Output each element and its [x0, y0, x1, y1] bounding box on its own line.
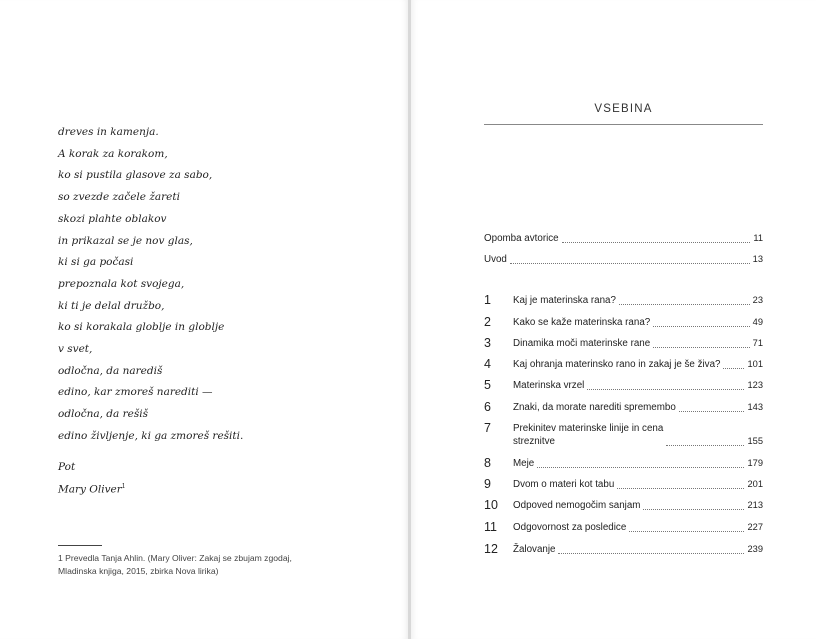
- poem-line: odločna, da narediš: [58, 364, 163, 377]
- toc-entry-label: Kaj je materinska rana?: [513, 295, 616, 306]
- toc-entry-chapter-5[interactable]: [484, 379, 763, 392]
- toc-leader-dots: [619, 303, 750, 305]
- poem-line: edino, kar zmoreš narediti —: [58, 386, 213, 399]
- toc-entry-chapter-7[interactable]: [484, 422, 763, 448]
- toc-entry-chapter-8[interactable]: [484, 457, 763, 470]
- toc-leader-dots: [562, 241, 751, 243]
- toc-entry-chapter-11[interactable]: [484, 521, 763, 534]
- toc-page-number: 227: [747, 522, 763, 532]
- toc-leader-dots: [679, 410, 745, 412]
- toc-entry-label: Odgovornost za posledice: [513, 522, 627, 533]
- chapter-number: 8: [484, 456, 491, 470]
- toc-entry-label-continued: streznitve: [513, 436, 555, 447]
- toc-leader-dots: [643, 508, 744, 510]
- toc-leader-dots: [617, 487, 744, 489]
- chapter-number: 10: [484, 498, 498, 512]
- poem-line: v svet,: [58, 343, 93, 356]
- toc-leader-dots: [537, 466, 744, 468]
- toc-page-number: 101: [747, 359, 763, 369]
- toc-entry-chapter-3[interactable]: [484, 337, 763, 350]
- toc-entry-chapter-10[interactable]: [484, 499, 763, 512]
- toc-leader-dots: [587, 388, 744, 390]
- toc-entry-label: Znaki, da morate narediti spremembo: [513, 402, 676, 413]
- toc-page-number: 49: [752, 317, 763, 327]
- footnote: [58, 552, 358, 578]
- footnote-line: 1 Prevedla Tanja Ahlin. (Mary Oliver: Zakaj se zbujam zgodaj,: [58, 553, 292, 563]
- poem-line: so zvezde začele žareti: [58, 191, 180, 204]
- toc-title: VSEBINA: [594, 103, 653, 115]
- chapter-number: 1: [484, 293, 491, 307]
- toc-page-number: 213: [747, 500, 763, 510]
- chapter-number: 11: [484, 520, 497, 534]
- poem-line: prepoznala kot svojega,: [58, 277, 185, 290]
- poem-line: A korak za korakom,: [58, 147, 168, 160]
- chapter-number: 6: [484, 400, 491, 414]
- toc-entry-chapter-1[interactable]: [484, 294, 763, 307]
- poem-line: odločna, da rešiš: [58, 408, 148, 421]
- toc-page-number: 179: [747, 458, 763, 468]
- toc-leader-dots: [558, 552, 744, 554]
- toc-leader-dots: [723, 367, 744, 369]
- footnote-line: Mladinska knjiga, 2015, zbirka Nova lirika): [58, 566, 219, 576]
- toc-entry-label: Žalovanje: [513, 544, 556, 555]
- toc-leader-dots: [510, 262, 750, 264]
- toc-entry-chapter-2[interactable]: [484, 316, 763, 329]
- poem-line: ko si korakala globlje in globlje: [58, 321, 225, 334]
- toc-entry-label: Kaj ohranja materinsko rano in zakaj je še živa?: [513, 359, 721, 370]
- poem-line: dreves in kamenja.: [58, 126, 159, 138]
- toc-leader-dots: [629, 530, 744, 532]
- chapter-number: 4: [484, 357, 491, 371]
- chapter-number: 7: [484, 421, 491, 435]
- toc-page-number: 201: [747, 479, 763, 489]
- toc-entry-label: Prekinitev materinske linije in cena: [513, 423, 664, 434]
- toc-page-number: 71: [752, 338, 763, 348]
- poem-author: Mary Oliver: [58, 483, 122, 496]
- toc-entry-author-note[interactable]: [484, 232, 763, 245]
- poem-line: in prikazal se je nov glas,: [58, 234, 193, 247]
- chapter-number: 3: [484, 336, 491, 350]
- poem-line: ki ti je delal družbo,: [58, 299, 165, 312]
- chapter-number: 5: [484, 378, 491, 392]
- toc-page-number: 11: [753, 233, 763, 243]
- chapter-number: 2: [484, 315, 491, 329]
- toc-entry-label: Dinamika moči materinske rane: [513, 338, 651, 349]
- toc-entry-label: Dvom o materi kot tabu: [513, 479, 615, 490]
- poem-line: ko si pustila glasove za sabo,: [58, 169, 213, 182]
- poem-author-line: [58, 477, 126, 500]
- poem: [58, 122, 388, 448]
- toc-page-number: 13: [752, 254, 763, 264]
- toc-entry-label: Meje: [513, 458, 535, 469]
- poem-line: ki si ga počasi: [58, 256, 134, 269]
- footnote-divider: [58, 545, 102, 546]
- toc-leader-dots: [653, 346, 749, 348]
- footnote-mark: 1: [121, 483, 126, 490]
- toc-entry-intro[interactable]: [484, 253, 763, 266]
- toc-entry-label: Uvod: [484, 254, 507, 265]
- toc-entry-chapter-9[interactable]: [484, 478, 763, 491]
- toc-entry-label: Opomba avtorice: [484, 233, 559, 244]
- toc-leader-dots: [666, 444, 744, 446]
- toc-page-number: 143: [747, 402, 763, 412]
- toc-entry-label: Kako se kaže materinska rana?: [513, 317, 651, 328]
- poem-title: Pot: [58, 461, 76, 473]
- toc-page-number: 23: [752, 295, 763, 305]
- toc-page-number: 155: [747, 436, 763, 446]
- chapter-number: 12: [484, 542, 498, 556]
- toc-entry-label-block: [513, 422, 663, 448]
- toc-page-number: 123: [747, 380, 763, 390]
- toc-entry-label: Odpoved nemogočim sanjam: [513, 500, 641, 511]
- poem-credit: [58, 458, 126, 500]
- toc-title-rule: [484, 124, 763, 125]
- toc-entry-chapter-4[interactable]: [484, 358, 763, 371]
- poem-line: skozi plahte oblakov: [58, 212, 167, 225]
- chapter-number: 9: [484, 477, 491, 491]
- poem-line: edino življenje, ki ga zmoreš rešiti.: [58, 429, 244, 442]
- toc-leader-dots: [653, 325, 749, 327]
- toc-page-number: 239: [747, 544, 763, 554]
- toc-entry-chapter-12[interactable]: [484, 543, 763, 556]
- toc-entry-chapter-6[interactable]: [484, 401, 763, 414]
- toc-entry-label: Materinska vrzel: [513, 380, 585, 391]
